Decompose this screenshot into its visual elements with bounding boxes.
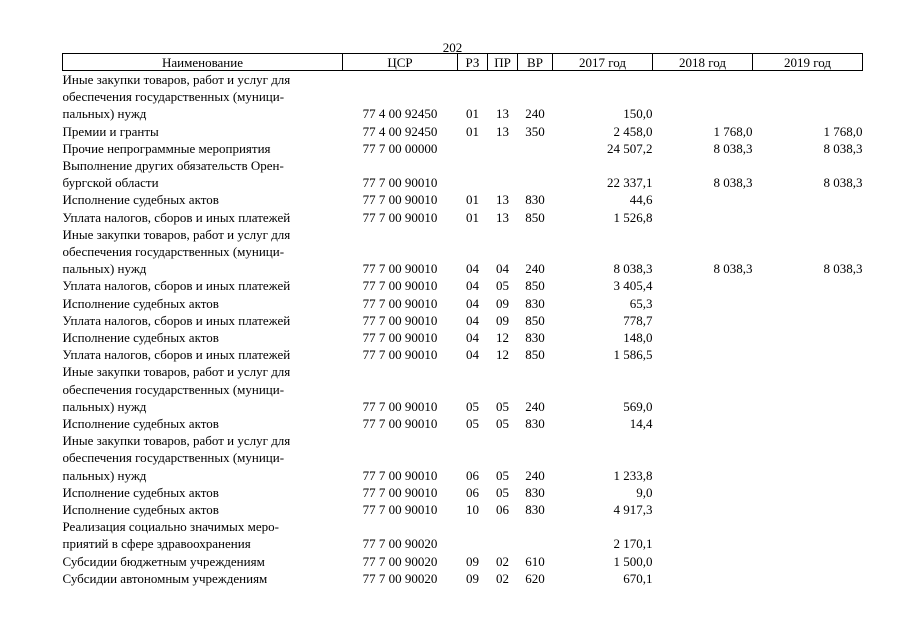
table-row: [63, 346, 863, 363]
row-2019-value: [753, 363, 863, 415]
table-row: [63, 71, 863, 123]
row-csr: 77 7 00 90010: [362, 398, 438, 414]
budget-table: [62, 53, 863, 587]
row-name-line: Исполнение судебных актов: [62, 416, 219, 432]
row-pr: 02: [496, 553, 509, 569]
row-name-line: Субсидии бюджетным учреждениям: [62, 553, 265, 569]
row-name-line: Исполнение судебных актов: [62, 484, 219, 500]
row-pr: 09: [496, 295, 509, 311]
row-name-line: Реализация социально значимых меро-: [62, 519, 279, 535]
row-2017-value: 569,0: [623, 398, 653, 414]
row-name-line: Уплата налогов, сборов и иных платежей: [62, 278, 291, 294]
row-csr: 77 7 00 90010: [362, 484, 438, 500]
table-row: [63, 329, 863, 346]
row-name-line: Уплата налогов, сборов и иных платежей: [62, 209, 291, 225]
row-name: [63, 570, 343, 587]
row-rz: 05: [466, 416, 479, 432]
row-2019-value: 1 768,0: [823, 123, 863, 139]
row-name-line: Исполнение судебных актов: [62, 330, 219, 346]
row-vr: 350: [525, 123, 545, 139]
row-name-line: пальных) нужд: [62, 261, 147, 277]
row-pr: 13: [496, 106, 509, 122]
row-2018-value: [653, 209, 753, 226]
row-name: [63, 71, 343, 123]
table-row: [63, 191, 863, 208]
row-name-line: Иные закупки товаров, работ и услуг для: [62, 364, 291, 380]
row-2017-value: 2 458,0: [613, 123, 653, 139]
table-row: [63, 226, 863, 278]
row-rz: 10: [466, 502, 479, 518]
row-name: [63, 363, 343, 415]
row-vr: 830: [525, 484, 545, 500]
table-row: [63, 484, 863, 501]
row-2018-value: [653, 570, 753, 587]
row-2019-value: [753, 71, 863, 123]
row-2019-value: [753, 432, 863, 484]
row-name: [63, 346, 343, 363]
row-rz: [458, 157, 488, 191]
row-name: [63, 329, 343, 346]
row-rz: 09: [466, 570, 479, 586]
col-header-csr: ЦСР: [343, 54, 458, 71]
row-rz: 04: [466, 347, 479, 363]
table-row: [63, 295, 863, 312]
row-csr: 77 7 00 90010: [362, 502, 438, 518]
row-vr: 850: [525, 209, 545, 225]
row-name: [63, 484, 343, 501]
col-header-rz: РЗ: [458, 54, 488, 71]
row-csr: 77 7 00 90010: [362, 295, 438, 311]
row-2019-value: 8 038,3: [823, 261, 863, 277]
row-2018-value: [653, 553, 753, 570]
row-vr: 240: [525, 467, 545, 483]
row-2019-value: [753, 295, 863, 312]
table-row: [63, 501, 863, 518]
row-pr: 12: [496, 330, 509, 346]
row-2019-value: 8 038,3: [823, 175, 863, 191]
row-name: [63, 415, 343, 432]
row-2017-value: 65,3: [629, 295, 653, 311]
table-row: [63, 277, 863, 294]
row-name-line: Субсидии автономным учреждениям: [62, 570, 268, 586]
row-2019-value: [753, 277, 863, 294]
row-2018-value: 8 038,3: [713, 261, 753, 277]
row-2018-value: [653, 191, 753, 208]
row-rz: 09: [466, 553, 479, 569]
row-name-line: бургской области: [62, 175, 159, 191]
row-rz: 01: [466, 123, 479, 139]
row-name-line: пальных) нужд: [62, 106, 147, 122]
row-2018-value: [653, 501, 753, 518]
row-2018-value: [653, 329, 753, 346]
col-header-2018: 2018 год: [653, 54, 753, 71]
row-name-line: обеспечения государственных (муници-: [62, 89, 285, 105]
row-csr: 77 7 00 00000: [362, 140, 438, 156]
row-name: [63, 209, 343, 226]
row-pr: 05: [496, 398, 509, 414]
row-pr: 06: [496, 502, 509, 518]
row-rz: 01: [466, 192, 479, 208]
row-2017-value: 148,0: [623, 330, 653, 346]
row-csr: 77 7 00 90010: [362, 261, 438, 277]
row-name: [63, 518, 343, 552]
row-name-line: Исполнение судебных актов: [62, 192, 219, 208]
row-vr: 850: [525, 312, 545, 328]
row-name-line: Премии и гранты: [62, 123, 159, 139]
row-name: [63, 226, 343, 278]
row-2018-value: [653, 518, 753, 552]
row-rz: 06: [466, 484, 479, 500]
row-2017-value: 778,7: [623, 312, 653, 328]
row-rz: [458, 518, 488, 552]
row-csr: 77 4 00 92450: [362, 123, 438, 139]
table-row: [63, 140, 863, 157]
row-name: [63, 140, 343, 157]
row-name: [63, 277, 343, 294]
row-2018-value: [653, 295, 753, 312]
row-2018-value: [653, 346, 753, 363]
table-row: [63, 312, 863, 329]
row-vr: 830: [525, 295, 545, 311]
row-rz: 04: [466, 295, 479, 311]
page-number: 202: [442, 40, 463, 55]
row-csr: 77 7 00 90010: [362, 330, 438, 346]
row-rz: 04: [466, 278, 479, 294]
row-pr: [488, 140, 518, 157]
row-name-line: Уплата налогов, сборов и иных платежей: [62, 347, 291, 363]
row-2019-value: [753, 570, 863, 587]
row-pr: 05: [496, 484, 509, 500]
row-2018-value: 8 038,3: [713, 140, 753, 156]
row-2018-value: [653, 71, 753, 123]
row-2017-value: 150,0: [623, 106, 653, 122]
row-2019-value: [753, 553, 863, 570]
row-pr: 02: [496, 570, 509, 586]
row-2019-value: [753, 415, 863, 432]
row-vr: 240: [525, 398, 545, 414]
row-2017-value: 9,0: [636, 484, 653, 500]
row-name-line: Иные закупки товаров, работ и услуг для: [62, 433, 291, 449]
row-csr: 77 7 00 90020: [362, 553, 438, 569]
row-2019-value: [753, 312, 863, 329]
row-csr: 77 7 00 90010: [362, 416, 438, 432]
row-name-line: Исполнение судебных актов: [62, 295, 219, 311]
row-2019-value: [753, 191, 863, 208]
row-2018-value: [653, 415, 753, 432]
row-vr: 610: [525, 553, 545, 569]
row-2017-value: 3 405,4: [613, 278, 653, 294]
row-pr: 05: [496, 416, 509, 432]
table-row: [63, 432, 863, 484]
row-csr: 77 7 00 90010: [362, 278, 438, 294]
row-2017-value: 22 337,1: [607, 175, 653, 191]
row-name: [63, 312, 343, 329]
table-row: [63, 123, 863, 140]
row-2019-value: [753, 346, 863, 363]
table-row: [63, 553, 863, 570]
row-vr: 620: [525, 570, 545, 586]
row-pr: 13: [496, 123, 509, 139]
row-rz: 05: [466, 398, 479, 414]
row-name: [63, 553, 343, 570]
row-vr: 850: [525, 347, 545, 363]
row-2018-value: 8 038,3: [713, 175, 753, 191]
table-row: [63, 415, 863, 432]
col-header-pr: ПР: [488, 54, 518, 71]
row-csr: 77 7 00 90010: [362, 192, 438, 208]
table-row: [63, 157, 863, 191]
col-header-2019: 2019 год: [753, 54, 863, 71]
row-2017-value: 4 917,3: [613, 502, 653, 518]
row-csr: 77 4 00 92450: [362, 106, 438, 122]
row-vr: 830: [525, 330, 545, 346]
row-2017-value: 8 038,3: [613, 261, 653, 277]
row-name-line: обеспечения государственных (муници-: [62, 244, 285, 260]
row-vr: 240: [525, 106, 545, 122]
row-rz: 04: [466, 261, 479, 277]
row-name: [63, 123, 343, 140]
table-row: [63, 570, 863, 587]
row-vr: 850: [525, 278, 545, 294]
table-body: [63, 71, 863, 588]
row-vr: 830: [525, 192, 545, 208]
col-header-vr: ВР: [518, 54, 553, 71]
row-rz: 01: [466, 209, 479, 225]
row-rz: [458, 140, 488, 157]
row-csr: 77 7 00 90010: [362, 467, 438, 483]
row-2017-value: 14,4: [629, 416, 653, 432]
row-pr: [488, 157, 518, 191]
row-name-line: пальных) нужд: [62, 398, 147, 414]
row-pr: 05: [496, 278, 509, 294]
row-pr: 05: [496, 467, 509, 483]
row-name-line: Исполнение судебных актов: [62, 502, 219, 518]
row-csr: 77 7 00 90010: [362, 312, 438, 328]
row-name-line: Иные закупки товаров, работ и услуг для: [62, 72, 291, 87]
row-2019-value: [753, 209, 863, 226]
row-pr: [488, 518, 518, 552]
row-pr: 09: [496, 312, 509, 328]
row-pr: 13: [496, 209, 509, 225]
row-2018-value: [653, 484, 753, 501]
row-rz: 04: [466, 330, 479, 346]
row-pr: 04: [496, 261, 509, 277]
row-name: [63, 157, 343, 191]
row-2018-value: [653, 312, 753, 329]
row-2018-value: 1 768,0: [713, 123, 753, 139]
row-name: [63, 295, 343, 312]
row-2018-value: [653, 277, 753, 294]
row-name-line: Уплата налогов, сборов и иных платежей: [62, 312, 291, 328]
row-2019-value: [753, 484, 863, 501]
row-name-line: пальных) нужд: [62, 467, 147, 483]
row-vr: [518, 140, 553, 157]
row-name-line: Выполнение других обязательств Орен-: [62, 158, 284, 174]
row-2018-value: [653, 363, 753, 415]
row-2017-value: 670,1: [623, 570, 653, 586]
row-name: [63, 501, 343, 518]
row-2017-value: 2 170,1: [613, 536, 653, 552]
row-name-line: обеспечения государственных (муници-: [62, 450, 285, 466]
row-pr: 12: [496, 347, 509, 363]
row-name-line: Прочие непрограммные мероприятия: [62, 140, 271, 156]
row-vr: 830: [525, 416, 545, 432]
row-2017-value: 1 526,8: [613, 209, 653, 225]
row-2019-value: [753, 501, 863, 518]
row-vr: 830: [525, 502, 545, 518]
row-2017-value: 1 586,5: [613, 347, 653, 363]
row-2019-value: [753, 518, 863, 552]
row-csr: 77 7 00 90010: [362, 175, 438, 191]
row-rz: 04: [466, 312, 479, 328]
row-name: [63, 191, 343, 208]
row-name: [63, 432, 343, 484]
row-2019-value: 8 038,3: [823, 140, 863, 156]
table-row: [63, 209, 863, 226]
table-row: [63, 518, 863, 552]
row-csr: 77 7 00 90010: [362, 347, 438, 363]
col-header-name: Наименование: [63, 54, 343, 71]
row-name-line: приятий в сфере здравоохранения: [62, 536, 251, 552]
col-header-2017: 2017 год: [553, 54, 653, 71]
table-header-row: [63, 54, 863, 71]
row-csr: 77 7 00 90020: [362, 536, 438, 552]
row-name-line: Иные закупки товаров, работ и услуг для: [62, 226, 291, 242]
row-2018-value: [653, 432, 753, 484]
row-2017-value: 1 233,8: [613, 467, 653, 483]
row-vr: [518, 157, 553, 191]
row-2017-value: 24 507,2: [607, 140, 653, 156]
row-csr: 77 7 00 90010: [362, 209, 438, 225]
row-name-line: обеспечения государственных (муници-: [62, 381, 285, 397]
table-row: [63, 363, 863, 415]
row-rz: 06: [466, 467, 479, 483]
row-vr: 240: [525, 261, 545, 277]
row-vr: [518, 518, 553, 552]
row-csr: 77 7 00 90020: [362, 570, 438, 586]
row-2019-value: [753, 329, 863, 346]
row-2017-value: 1 500,0: [613, 553, 653, 569]
row-2017-value: 44,6: [629, 192, 653, 208]
row-rz: 01: [466, 106, 479, 122]
row-pr: 13: [496, 192, 509, 208]
